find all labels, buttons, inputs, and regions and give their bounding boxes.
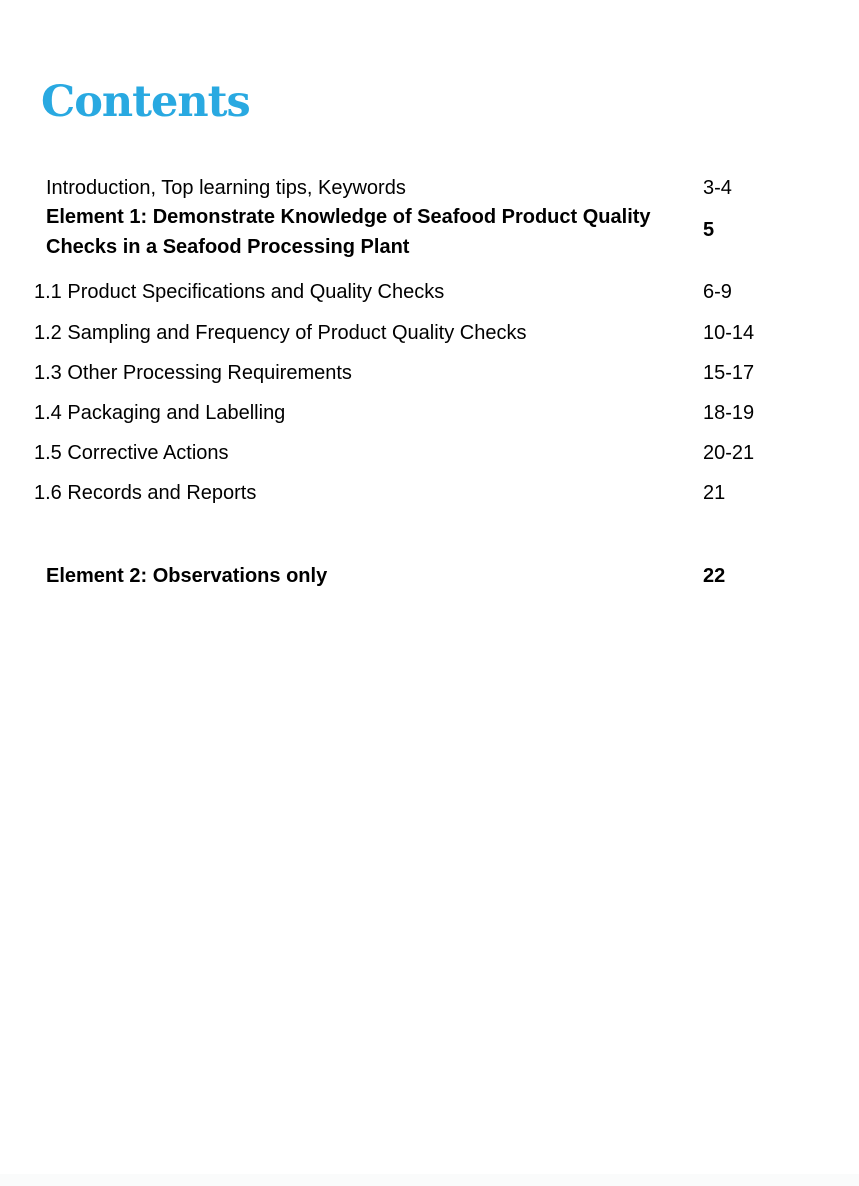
toc-row-1-1 — [34, 277, 824, 307]
toc-entry-page: 6-9 — [703, 281, 732, 303]
toc-row-element-2 — [34, 561, 824, 591]
toc-entry-page: 20-21 — [703, 442, 755, 464]
toc-row-introduction — [34, 173, 824, 203]
toc-entry-label: 1.6 Records and Reports — [34, 482, 257, 504]
toc-entry-label: 1.5 Corrective Actions — [34, 442, 229, 464]
toc-row-element-1 — [34, 202, 824, 262]
toc-row-1-5 — [34, 438, 824, 468]
toc-entry-label: Element 2: Observations only — [46, 565, 328, 587]
toc-entry-page: 10-14 — [703, 322, 755, 344]
toc-entry-label: 1.2 Sampling and Frequency of Product Quality Checks — [34, 322, 527, 344]
toc-entry-page: 21 — [703, 482, 726, 504]
toc-row-1-4 — [34, 398, 824, 428]
toc-entry-page: 22 — [703, 565, 726, 587]
toc-entry-label: Element 1: Demonstrate Knowledge of Seafood Product Quality Checks in a Seafood Processing Plant — [46, 206, 651, 258]
toc-entry-label: Introduction, Top learning tips, Keywords — [46, 177, 406, 199]
toc-entry-page: 18-19 — [703, 402, 755, 424]
toc-entry-page: 3-4 — [703, 177, 732, 199]
toc-entry-label: 1.1 Product Specifications and Quality Checks — [34, 281, 445, 303]
toc-entry-label: 1.3 Other Processing Requirements — [34, 362, 352, 384]
contents-heading: Contents — [41, 77, 250, 127]
page-bottom-edge — [0, 1174, 859, 1186]
toc-row-1-3 — [34, 358, 824, 388]
toc-row-1-6 — [34, 478, 824, 508]
toc-entry-label: 1.4 Packaging and Labelling — [34, 402, 286, 424]
toc-entry-page: 15-17 — [703, 362, 755, 384]
toc-row-1-2 — [34, 318, 824, 348]
toc-entry-page: 5 — [703, 219, 715, 241]
